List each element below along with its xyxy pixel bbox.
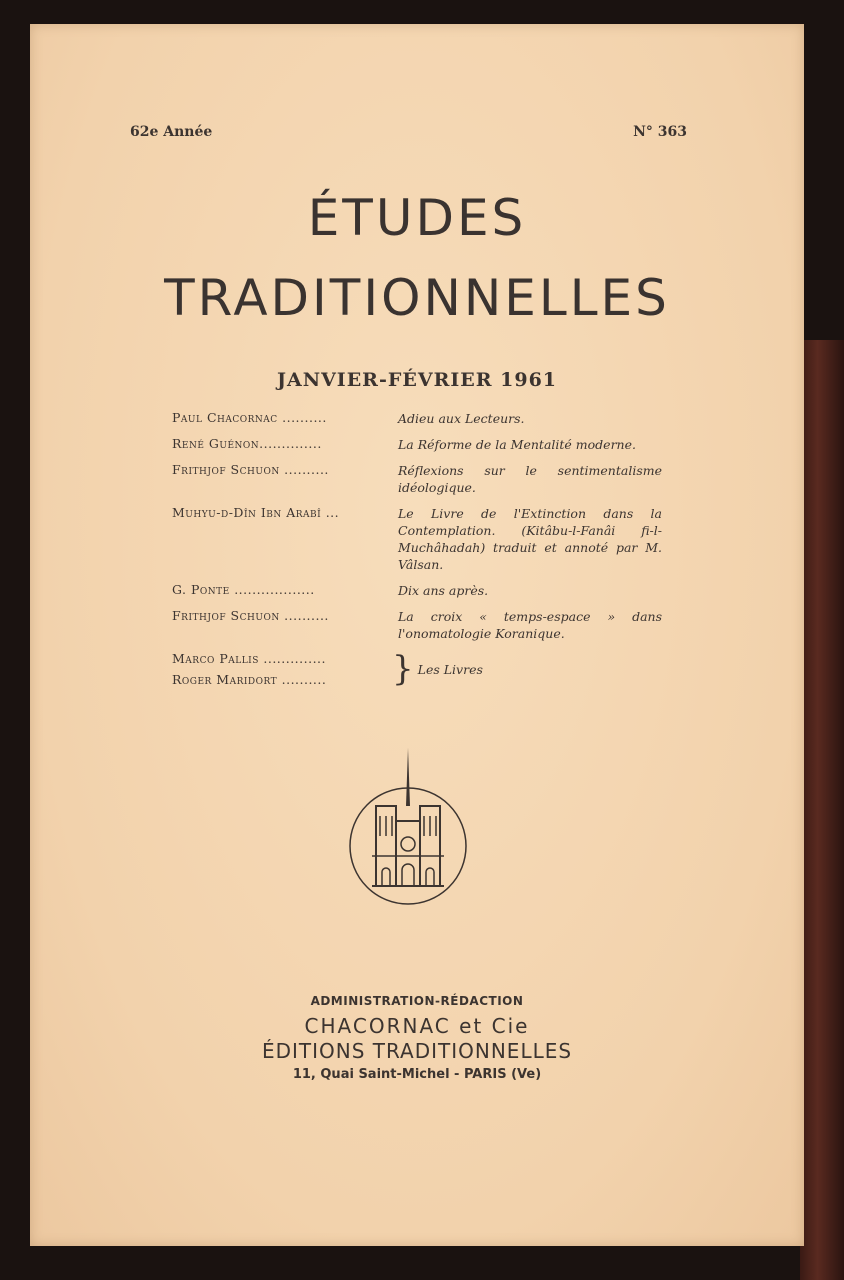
table-of-contents <box>172 410 662 687</box>
toc-entry <box>172 462 662 496</box>
toc-author: Frithjof Schuon .......... <box>172 462 329 477</box>
year-label: 62e Année <box>130 124 213 140</box>
toc-entry <box>172 608 662 642</box>
toc-author: René Guénon.............. <box>172 436 322 451</box>
title-line-2: TRADITIONNELLES <box>164 269 670 327</box>
toc-work: Les Livres <box>417 661 483 677</box>
toc-author: Paul Chacornac .......... <box>172 410 327 425</box>
toc-entry <box>172 436 662 453</box>
toc-entry <box>172 582 662 599</box>
toc-work: Adieu aux Lecteurs. <box>398 411 525 426</box>
background-book-spine <box>800 340 844 1280</box>
toc-entry <box>172 505 662 573</box>
toc-work: Réflexions sur le sentimentalisme idéologique. <box>398 463 662 495</box>
footer-editions: ÉDITIONS TRADITIONNELLES <box>261 1039 573 1063</box>
toc-author: Roger Maridort .......... <box>172 672 327 687</box>
notre-dame-emblem-icon <box>346 746 470 926</box>
toc-entry <box>172 410 662 427</box>
issue-number: N° 363 <box>633 124 687 140</box>
toc-work: Le Livre de l'Extinction dans la Contemplation. (Kitâbu-l-Fanâi fi-l-Muchâhadah) traduit et annoté par M. Vâlsan. <box>398 506 662 572</box>
toc-work: La croix « temps-espace » dans l'onomatologie Koranique. <box>398 609 662 641</box>
footer-address: 11, Quai Saint-Michel - PARIS (Ve) <box>292 1067 542 1082</box>
book-cover <box>30 24 804 1246</box>
toc-author: G. Ponte .................. <box>172 582 315 597</box>
toc-author: Marco Pallis .............. <box>172 651 326 666</box>
footer-publisher: CHACORNAC et Cie <box>304 1014 530 1038</box>
issue-date: JANVIER-FÉVRIER 1961 <box>276 369 558 391</box>
toc-work: Dix ans après. <box>398 583 489 598</box>
toc-author: Frithjof Schuon .......... <box>172 608 329 623</box>
brace-icon: } <box>392 649 414 689</box>
toc-work: La Réforme de la Mentalité moderne. <box>398 437 636 452</box>
toc-author: Muhyu-d-Dîn Ibn Arabî ... <box>172 505 340 520</box>
footer-administration: ADMINISTRATION-RÉDACTION <box>310 994 524 1008</box>
toc-books-entry <box>172 651 662 687</box>
title-line-1: ÉTUDES <box>307 189 527 247</box>
